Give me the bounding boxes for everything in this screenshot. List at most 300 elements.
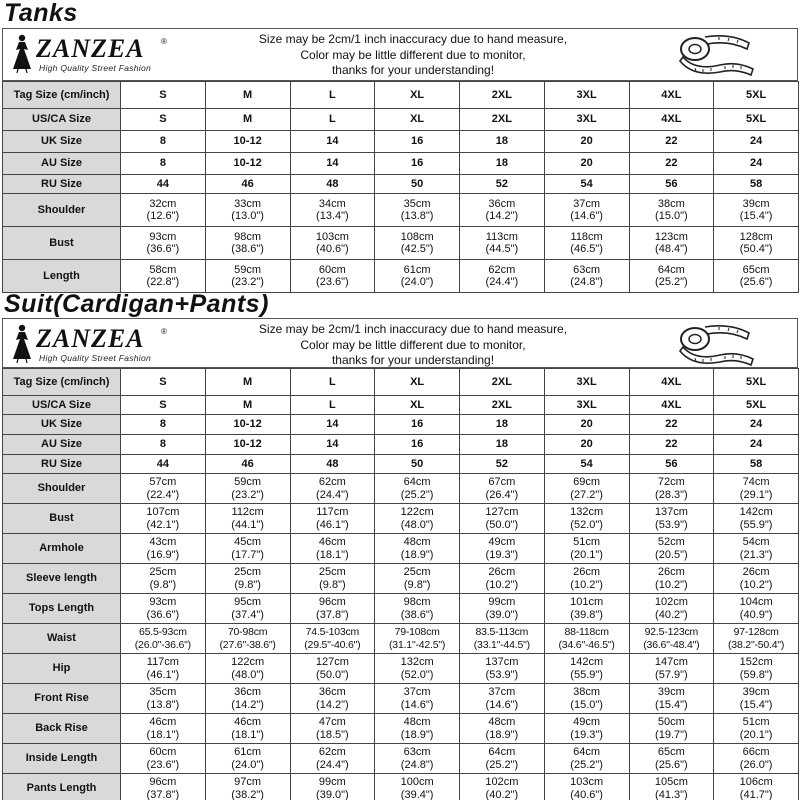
table-row <box>3 131 799 153</box>
cell-value: 26cm <box>742 566 770 578</box>
size-cell <box>375 534 460 564</box>
size-cell <box>714 131 799 153</box>
size-cell <box>544 774 629 800</box>
size-cell <box>629 534 714 564</box>
size-cell <box>544 504 629 534</box>
size-cell <box>205 369 290 396</box>
size-cell <box>290 369 375 396</box>
cell-value-inch: (18.9") <box>400 548 434 561</box>
cell-value: 26cm <box>488 566 516 578</box>
cell-value: 70-98cm <box>227 626 268 638</box>
table-row <box>3 82 799 109</box>
cell-value-inch: (23.2") <box>231 488 264 501</box>
table-row <box>3 396 799 415</box>
size-cell <box>629 260 714 293</box>
size-cell <box>544 153 629 175</box>
cell-value: 62cm <box>318 476 346 488</box>
size-cell <box>544 714 629 744</box>
size-cell <box>544 227 629 260</box>
cell-value-inch: (24.4") <box>316 488 349 501</box>
cell-value: 142cm <box>739 506 773 518</box>
cell-value: XL <box>410 88 425 101</box>
size-cell <box>714 594 799 624</box>
size-cell <box>375 684 460 714</box>
table-row <box>3 455 799 474</box>
size-cell <box>544 744 629 774</box>
suit-banner <box>2 318 798 368</box>
cell-value-inch: (18.1") <box>146 728 180 741</box>
cell-value: 56 <box>665 457 678 470</box>
cell-value: 16 <box>411 157 424 170</box>
cell-value: 22 <box>665 418 678 431</box>
size-cell <box>714 175 799 194</box>
cell-value-inch: (44.1") <box>231 518 264 531</box>
cell-value: L <box>329 88 336 101</box>
cell-value-inch: (17.7") <box>231 548 264 561</box>
cell-value: 39cm <box>742 197 770 210</box>
size-cell <box>290 131 375 153</box>
size-cell <box>714 82 799 109</box>
brand-registered-mark: ® <box>161 37 167 46</box>
cell-value: 98cm <box>403 596 431 608</box>
size-cell <box>629 744 714 774</box>
cell-value: 25cm <box>318 566 346 578</box>
cell-value: 22 <box>665 135 678 148</box>
cell-value: 22 <box>665 157 678 170</box>
size-cell <box>714 227 799 260</box>
table-row <box>3 194 799 227</box>
size-cell <box>629 194 714 227</box>
cell-value-inch: (40.6") <box>570 788 603 800</box>
table-row <box>3 504 799 534</box>
cell-value: 60cm <box>149 746 177 758</box>
size-cell <box>544 396 629 415</box>
size-cell <box>460 654 545 684</box>
cell-value: 20 <box>580 438 593 451</box>
cell-value-inch: (36.6"-48.4") <box>643 638 700 651</box>
cell-value: 52cm <box>657 536 685 548</box>
cell-value: S <box>159 88 167 101</box>
size-cell <box>714 474 799 504</box>
cell-value-inch: (25.6") <box>655 758 688 771</box>
cell-value-inch: (19.3") <box>485 548 519 561</box>
size-cell <box>121 624 206 654</box>
cell-value: 10-12 <box>233 438 262 451</box>
size-cell <box>629 594 714 624</box>
size-cell <box>290 684 375 714</box>
cell-value-inch: (13.8") <box>400 210 434 222</box>
cell-value: 64cm <box>403 476 431 488</box>
measurement-notice <box>203 322 623 369</box>
size-cell <box>121 396 206 415</box>
size-cell <box>375 396 460 415</box>
size-cell <box>375 153 460 175</box>
cell-value: 106cm <box>739 776 773 788</box>
size-cell <box>714 260 799 293</box>
size-cell <box>629 369 714 396</box>
cell-value: 128cm <box>739 230 773 243</box>
notice-line: thanks for your understanding! <box>331 63 495 77</box>
cell-value: 147cm <box>654 656 688 668</box>
cell-value: 38cm <box>573 686 601 698</box>
size-cell <box>544 109 629 131</box>
cell-value-inch: (21.3") <box>739 548 773 561</box>
size-cell <box>714 744 799 774</box>
cell-value: 3XL <box>576 113 597 126</box>
size-cell <box>544 260 629 293</box>
table-row <box>3 153 799 175</box>
cell-value: L <box>329 113 336 126</box>
brand-tagline: High Quality Street Fashion <box>39 63 152 73</box>
cell-value-inch: (24.4") <box>316 758 349 771</box>
cell-value-inch: (10.2") <box>485 578 519 591</box>
cell-value-inch: (10.2") <box>739 578 773 591</box>
cell-value-inch: (22.4") <box>146 488 180 501</box>
size-cell <box>460 435 545 455</box>
row-label: Shoulder <box>3 194 121 227</box>
row-label: Shoulder <box>3 474 121 504</box>
cell-value: 108cm <box>400 230 434 243</box>
cell-value: S <box>159 113 167 126</box>
size-cell <box>714 774 799 800</box>
row-label: Bust <box>3 504 121 534</box>
size-cell <box>714 684 799 714</box>
size-cell <box>629 504 714 534</box>
size-cell <box>714 564 799 594</box>
cell-value: 103cm <box>315 230 349 243</box>
cell-value: 10-12 <box>233 157 262 170</box>
cell-value: 5XL <box>746 113 767 126</box>
cell-value-inch: (20.5") <box>655 548 688 561</box>
cell-value: 18 <box>495 438 508 451</box>
cell-value-inch: (59.8") <box>739 668 773 681</box>
notice-line: Size may be 2cm/1 inch inaccuracy due to hand measure, <box>258 322 568 336</box>
cell-value: 117cm <box>316 506 349 518</box>
cell-value-inch: (23.6") <box>316 276 349 288</box>
cell-value: 100cm <box>400 776 434 788</box>
size-cell <box>375 369 460 396</box>
size-cell <box>205 624 290 654</box>
size-cell <box>205 415 290 435</box>
size-cell <box>205 455 290 474</box>
size-cell <box>290 624 375 654</box>
size-cell <box>629 564 714 594</box>
cell-value-inch: (25.2") <box>485 758 519 771</box>
table-row <box>3 369 799 396</box>
cell-value-inch: (20.1") <box>570 548 603 561</box>
cell-value: 54 <box>580 177 593 190</box>
cell-value: 51cm <box>573 536 601 548</box>
cell-value: 49cm <box>488 536 516 548</box>
cell-value-inch: (41.7") <box>739 788 773 800</box>
cell-value: 50 <box>411 177 424 190</box>
cell-value: 24 <box>750 438 763 451</box>
cell-value-inch: (22.8") <box>146 276 180 288</box>
size-cell <box>544 624 629 654</box>
table-row <box>3 714 799 744</box>
size-cell <box>544 415 629 435</box>
size-cell <box>205 564 290 594</box>
size-cell <box>714 415 799 435</box>
cell-value-inch: (24.0") <box>400 276 434 288</box>
size-cell <box>205 594 290 624</box>
size-cell <box>375 654 460 684</box>
cell-value: XL <box>410 375 425 388</box>
cell-value: 58 <box>750 457 763 470</box>
cell-value-inch: (55.9") <box>570 668 603 681</box>
cell-value: 26cm <box>657 566 685 578</box>
cell-value: 25cm <box>234 566 262 578</box>
cell-value-inch: (28.3") <box>655 488 688 501</box>
cell-value: 54cm <box>742 536 770 548</box>
size-cell <box>121 714 206 744</box>
notice-line: Color may be little different due to monitor, <box>300 337 526 352</box>
cell-value: 4XL <box>661 88 682 101</box>
size-cell <box>121 774 206 800</box>
cell-value-inch: (48.4") <box>655 243 688 255</box>
size-cell <box>544 175 629 194</box>
size-cell <box>121 654 206 684</box>
cell-value: 98cm <box>234 230 262 243</box>
table-row <box>3 624 799 654</box>
cell-value: 93cm <box>149 230 177 243</box>
size-cell <box>205 227 290 260</box>
dress-figure-icon <box>9 323 35 363</box>
size-cell <box>629 82 714 109</box>
cell-value-inch: (19.7") <box>655 728 688 741</box>
size-cell <box>460 109 545 131</box>
size-cell <box>290 153 375 175</box>
table-row <box>3 564 799 594</box>
cell-value: 83.5-113cm <box>475 626 529 638</box>
measuring-tape-icon <box>675 321 757 367</box>
cell-value: 47cm <box>318 716 346 728</box>
cell-value-inch: (25.6") <box>739 276 773 288</box>
tanks-banner <box>2 28 798 81</box>
cell-value-inch: (52.0") <box>570 518 603 531</box>
dress-figure-icon <box>9 33 35 73</box>
cell-value: 8 <box>159 438 166 451</box>
cell-value: 3XL <box>576 398 597 411</box>
size-cell <box>460 624 545 654</box>
cell-value-inch: (23.6") <box>146 758 180 771</box>
cell-value: 99cm <box>488 596 516 608</box>
size-cell <box>121 474 206 504</box>
cell-value: 64cm <box>488 746 516 758</box>
cell-value: 36cm <box>234 686 262 698</box>
cell-value-inch: (40.2") <box>485 788 519 800</box>
cell-value: 32cm <box>149 197 177 210</box>
size-cell <box>375 260 460 293</box>
size-cell <box>544 369 629 396</box>
cell-value: 97cm <box>234 776 262 788</box>
size-cell <box>290 774 375 800</box>
cell-value-inch: (41.3") <box>655 788 688 800</box>
cell-value-inch: (26.4") <box>485 488 519 501</box>
size-cell <box>714 504 799 534</box>
measurement-notice <box>203 32 623 79</box>
size-cell <box>544 534 629 564</box>
cell-value: 113cm <box>485 230 518 243</box>
cell-value: 101cm <box>570 596 604 608</box>
cell-value: S <box>159 375 167 388</box>
size-cell <box>205 175 290 194</box>
cell-value: M <box>243 375 253 388</box>
cell-value: 122cm <box>231 656 265 668</box>
size-cell <box>629 175 714 194</box>
cell-value: 35cm <box>403 197 431 210</box>
cell-value: 43cm <box>149 536 177 548</box>
brand-tagline: High Quality Street Fashion <box>39 353 152 363</box>
row-label: Bust <box>3 227 121 260</box>
cell-value: 61cm <box>403 263 431 276</box>
cell-value: XL <box>410 113 425 126</box>
cell-value-inch: (13.4") <box>316 210 349 222</box>
cell-value: 123cm <box>654 230 688 243</box>
cell-value: 50 <box>411 457 424 470</box>
cell-value-inch: (37.4") <box>231 608 264 621</box>
table-row <box>3 684 799 714</box>
size-cell <box>290 654 375 684</box>
size-cell <box>629 396 714 415</box>
cell-value-inch: (39.0") <box>316 788 349 800</box>
cell-value: 69cm <box>573 476 601 488</box>
size-cell <box>544 82 629 109</box>
cell-value: 33cm <box>234 197 262 210</box>
size-cell <box>375 744 460 774</box>
cell-value-inch: (39.8") <box>570 608 603 621</box>
cell-value-inch: (14.6") <box>570 210 603 222</box>
size-cell <box>205 396 290 415</box>
size-cell <box>460 194 545 227</box>
cell-value-inch: (27.6"-38.6") <box>219 638 276 651</box>
size-cell <box>375 109 460 131</box>
row-label: RU Size <box>3 175 121 194</box>
cell-value: 39cm <box>742 686 770 698</box>
size-cell <box>629 435 714 455</box>
row-label: US/CA Size <box>3 396 121 415</box>
cell-value: 14 <box>326 438 339 451</box>
cell-value: 74.5-103cm <box>305 626 360 638</box>
size-cell <box>205 714 290 744</box>
size-cell <box>290 714 375 744</box>
size-cell <box>375 774 460 800</box>
cell-value: 118cm <box>570 230 603 243</box>
cell-value: 132cm <box>400 656 434 668</box>
size-cell <box>121 684 206 714</box>
size-cell <box>121 82 206 109</box>
size-cell <box>121 194 206 227</box>
cell-value: 60cm <box>318 263 346 276</box>
table-row <box>3 534 799 564</box>
size-cell <box>121 153 206 175</box>
size-cell <box>121 131 206 153</box>
row-label: AU Size <box>3 435 121 455</box>
size-cell <box>205 194 290 227</box>
cell-value-inch: (14.2") <box>231 698 264 711</box>
cell-value: 2XL <box>491 375 512 388</box>
cell-value: 24 <box>750 135 763 148</box>
size-cell <box>205 744 290 774</box>
cell-value: 137cm <box>485 656 519 668</box>
row-label: Length <box>3 260 121 293</box>
cell-value: 63cm <box>403 746 431 758</box>
cell-value: 58 <box>750 177 763 190</box>
size-cell <box>544 474 629 504</box>
cell-value: 48cm <box>488 716 516 728</box>
size-cell <box>205 504 290 534</box>
cell-value-inch: (46.1") <box>316 518 349 531</box>
cell-value: M <box>243 113 253 126</box>
cell-value: 25cm <box>149 566 177 578</box>
size-cell <box>375 714 460 744</box>
size-cell <box>205 774 290 800</box>
size-cell <box>121 594 206 624</box>
cell-value: 14 <box>326 135 339 148</box>
size-cell <box>205 260 290 293</box>
size-cell <box>121 260 206 293</box>
size-cell <box>290 564 375 594</box>
cell-value: 152cm <box>739 656 773 668</box>
cell-value-inch: (18.9") <box>400 728 434 741</box>
size-cell <box>290 474 375 504</box>
size-cell <box>629 774 714 800</box>
size-cell <box>460 534 545 564</box>
row-label: Tag Size (cm/inch) <box>3 82 121 109</box>
size-cell <box>290 175 375 194</box>
cell-value: 104cm <box>739 596 773 608</box>
cell-value: 24 <box>750 157 763 170</box>
cell-value: 37cm <box>403 686 431 698</box>
cell-value: 59cm <box>234 263 262 276</box>
size-cell <box>290 504 375 534</box>
cell-value: 18 <box>495 135 508 148</box>
cell-value-inch: (55.9") <box>739 518 773 531</box>
cell-value: 5XL <box>746 88 767 101</box>
cell-value-inch: (34.6"-46.5") <box>558 638 615 651</box>
cell-value: 117cm <box>146 656 179 668</box>
size-cell <box>460 714 545 744</box>
cell-value-inch: (13.0") <box>231 210 264 222</box>
size-cell <box>205 654 290 684</box>
notice-line: Size may be 2cm/1 inch inaccuracy due to hand measure, <box>258 32 568 46</box>
cell-value: 20 <box>580 418 593 431</box>
cell-value-inch: (29.5"-40.6") <box>304 638 361 651</box>
size-cell <box>375 227 460 260</box>
cell-value-inch: (53.9") <box>485 668 519 681</box>
cell-value: 10-12 <box>233 418 262 431</box>
size-cell <box>460 415 545 435</box>
cell-value-inch: (42.1") <box>146 518 180 531</box>
size-cell <box>460 455 545 474</box>
size-cell <box>121 369 206 396</box>
cell-value: 46cm <box>234 716 262 728</box>
table-row <box>3 415 799 435</box>
cell-value-inch: (9.8") <box>403 578 431 591</box>
cell-value: 127cm <box>315 656 349 668</box>
cell-value-inch: (26.0") <box>739 758 773 771</box>
cell-value-inch: (9.8") <box>319 578 346 591</box>
cell-value: 46 <box>241 457 254 470</box>
cell-value: 16 <box>411 135 424 148</box>
cell-value-inch: (40.6") <box>316 243 349 255</box>
cell-value-inch: (38.2") <box>231 788 264 800</box>
cell-value: 51cm <box>742 716 770 728</box>
cell-value: 56 <box>665 177 678 190</box>
cell-value-inch: (15.4") <box>739 698 773 711</box>
cell-value: 57cm <box>149 476 177 488</box>
size-cell <box>629 474 714 504</box>
